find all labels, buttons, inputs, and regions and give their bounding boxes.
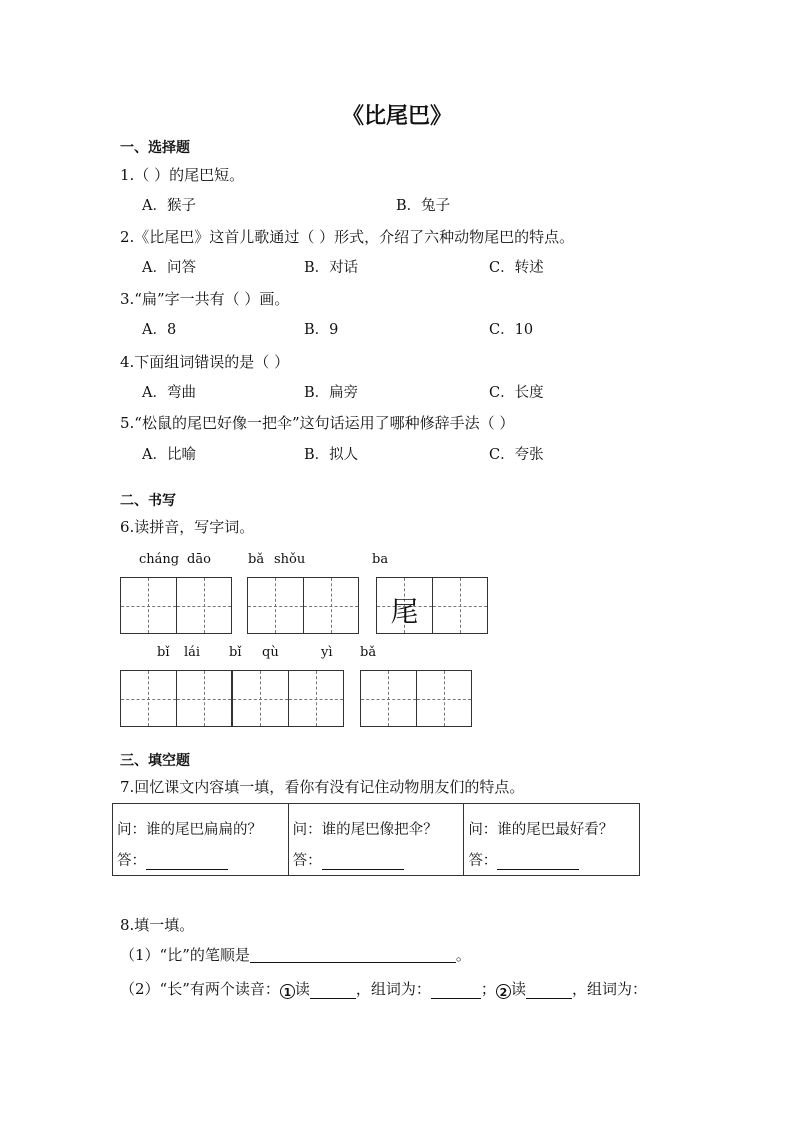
question-7-stem: 7.回忆课文内容填一填，看你有没有记住动物朋友们的特点。	[120, 778, 525, 796]
question-5-option-c[interactable]: C．夸张	[489, 447, 544, 463]
question-7-table	[112, 803, 640, 876]
writing-cell[interactable]	[288, 671, 343, 726]
pinyin-label: qù	[262, 645, 279, 660]
writing-grid[interactable]	[360, 670, 472, 727]
word-label: ，组词为：	[355, 980, 431, 998]
writing-cell[interactable]	[176, 578, 231, 633]
pinyin-label: dāo	[187, 552, 211, 567]
question-1-stem: 1.（ ）的尾巴短。	[120, 166, 245, 184]
pinyin-label: yì	[321, 645, 333, 660]
qa-question: 问：谁的尾巴像把伞？	[292, 822, 438, 838]
qa-answer-label: 答：	[468, 853, 498, 869]
word-label-2: ，组词为：	[571, 980, 647, 998]
section-heading-writing: 二、书写	[120, 493, 176, 509]
answer-blank[interactable]	[497, 855, 579, 870]
qa-cell	[464, 804, 640, 876]
question-4-stem: 4.下面组词错误的是（ ）	[120, 353, 290, 371]
writing-cell[interactable]	[432, 578, 487, 633]
writing-cell[interactable]	[121, 578, 176, 633]
writing-cell[interactable]	[303, 578, 358, 633]
stroke-order-blank[interactable]	[250, 948, 456, 963]
section-heading-fill-blank: 三、填空题	[120, 753, 190, 769]
writing-cell	[377, 578, 432, 633]
pinyin-label: shǒu	[274, 552, 306, 567]
question-2-stem: 2.《比尾巴》这首儿歌通过（ ）形式，介绍了六种动物尾巴的特点。	[120, 228, 575, 246]
word-blank-1[interactable]	[431, 984, 481, 999]
writing-cell[interactable]	[416, 671, 471, 726]
read-label: 读	[294, 980, 310, 998]
question-3-stem: 3.“扁”字一共有（ ）画。	[120, 290, 290, 308]
pinyin-label: bǐ	[157, 645, 170, 660]
part-1-label: （1）“比”的笔顺是	[120, 946, 250, 964]
question-1-option-a[interactable]: A．猴子	[142, 198, 196, 214]
qa-cell	[113, 804, 289, 876]
question-4-option-a[interactable]: A．弯曲	[142, 385, 196, 401]
writing-cell[interactable]	[176, 671, 231, 726]
part-2-label: （2）“长”有两个读音：	[120, 980, 280, 998]
read-label: 读	[510, 980, 526, 998]
writing-cell[interactable]	[361, 671, 416, 726]
pinyin-label: bǎ	[248, 552, 265, 567]
qa-answer-label: 答：	[117, 853, 146, 869]
writing-cell[interactable]	[233, 671, 288, 726]
question-3-option-a[interactable]: A．8	[142, 322, 177, 338]
question-4-option-c[interactable]: C．长度	[489, 385, 544, 401]
semicolon: ；	[480, 980, 496, 998]
pinyin-label: ba	[372, 552, 389, 567]
writing-cell[interactable]	[248, 578, 303, 633]
writing-grid[interactable]	[120, 577, 232, 634]
pinyin-label: lái	[184, 645, 201, 660]
question-4-option-b[interactable]: B．扁旁	[304, 385, 359, 401]
part-1-end: 。	[455, 946, 471, 964]
qa-question: 问：谁的尾巴最好看？	[468, 822, 614, 838]
question-8-part-1	[120, 948, 471, 963]
question-6-stem: 6.读拼音，写字词。	[120, 518, 255, 536]
question-8-stem: 8.填一填。	[120, 916, 195, 934]
answer-blank[interactable]	[146, 855, 228, 870]
circled-number-icon: 2	[496, 984, 511, 999]
circled-number-icon: 1	[280, 984, 295, 999]
question-5-stem: 5.“松鼠的尾巴好像一把伞”这句话运用了哪种修辞手法（ ）	[120, 414, 515, 432]
question-2-option-a[interactable]: A．问答	[142, 260, 196, 276]
section-heading-choice: 一、选择题	[120, 140, 190, 156]
qa-answer-label: 答：	[292, 853, 322, 869]
question-2-option-b[interactable]: B．对话	[304, 260, 359, 276]
question-3-option-b[interactable]: B．9	[304, 322, 339, 338]
writing-grid[interactable]	[376, 577, 488, 634]
question-8-part-2	[120, 982, 647, 999]
question-3-option-c[interactable]: C．10	[489, 322, 534, 338]
given-character: 尾	[390, 595, 419, 628]
reading-blank-2[interactable]	[526, 984, 572, 999]
writing-grid[interactable]	[232, 670, 344, 727]
pinyin-label: cháng	[139, 552, 180, 567]
question-5-option-b[interactable]: B．拟人	[304, 447, 359, 463]
question-1-option-b[interactable]: B．兔子	[396, 198, 451, 214]
question-5-option-a[interactable]: A．比喻	[142, 447, 196, 463]
question-2-option-c[interactable]: C．转述	[489, 260, 544, 276]
answer-blank[interactable]	[322, 855, 404, 870]
pinyin-label: bǐ	[229, 645, 242, 660]
page-title: 《比尾巴》	[341, 104, 452, 129]
writing-cell[interactable]	[121, 671, 176, 726]
writing-grid[interactable]	[247, 577, 359, 634]
pinyin-label: bǎ	[360, 645, 377, 660]
reading-blank-1[interactable]	[310, 984, 356, 999]
qa-question: 问：谁的尾巴扁扁的？	[117, 822, 262, 838]
qa-cell	[288, 804, 464, 876]
writing-grid[interactable]	[120, 670, 232, 727]
